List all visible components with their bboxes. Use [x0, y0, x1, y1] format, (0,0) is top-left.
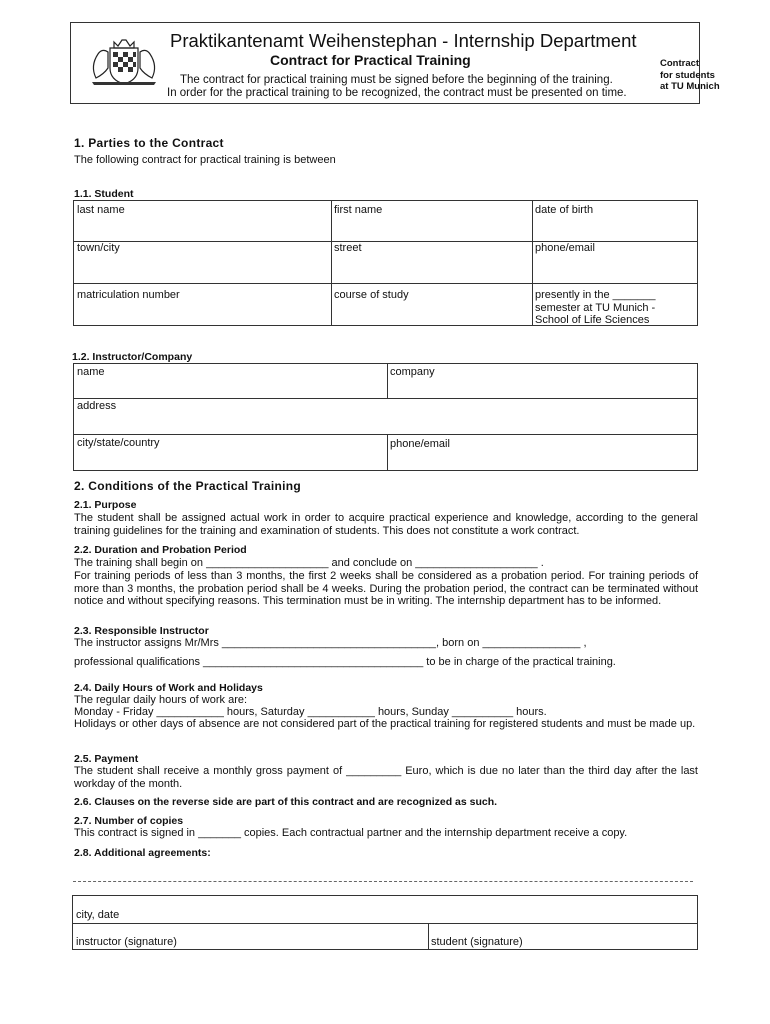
payment-heading: 2.5. Payment: [74, 753, 139, 765]
instructor-grid: [73, 363, 698, 471]
instructor-phone-field[interactable]: phone/email: [390, 438, 450, 450]
last-name-field[interactable]: last name: [77, 204, 125, 216]
street-field[interactable]: street: [334, 242, 362, 254]
instructor-name-field[interactable]: name: [77, 366, 105, 378]
company-field[interactable]: company: [390, 366, 435, 378]
hours-line[interactable]: Monday - Friday ___________ hours, Saturday ___________ hours, Sunday __________ hours.: [74, 706, 547, 718]
payment-text[interactable]: The student shall receive a monthly gross payment of _________ Euro, which is due no later than the third day after the last workday of the month.: [74, 765, 698, 790]
header-note-2: In order for the practical training to be recognized, the contract must be presented on time.: [167, 87, 627, 99]
town-city-field[interactable]: town/city: [77, 242, 120, 254]
additional-agreements-line[interactable]: [73, 881, 693, 882]
signature-grid: [72, 895, 698, 950]
section-2-heading: 2. Conditions of the Practical Training: [74, 479, 302, 493]
date-of-birth-field[interactable]: date of birth: [535, 204, 594, 216]
copies-heading: 2.7. Number of copies: [74, 815, 184, 827]
copies-text[interactable]: This contract is signed in _______ copies. Each contractual partner and the internship department receive a copy.: [74, 827, 628, 839]
header-subtitle: Contract for Practical Training: [270, 52, 471, 68]
student-signature-field[interactable]: student (signature): [431, 936, 523, 948]
header-side-note: Contract for students at TU Munich: [660, 58, 720, 92]
duration-heading: 2.2. Duration and Probation Period: [74, 544, 247, 556]
duration-dates[interactable]: The training shall begin on ____________________ and conclude on ____________________ .: [74, 557, 544, 569]
header-note-1: The contract for practical training must be signed before the beginning of the training.: [180, 74, 613, 86]
hours-heading: 2.4. Daily Hours of Work and Holidays: [74, 682, 263, 694]
student-grid: [73, 200, 698, 326]
student-phone-field[interactable]: phone/email: [535, 242, 595, 254]
matriculation-field[interactable]: matriculation number: [77, 289, 180, 301]
additional-agreements-heading: 2.8. Additional agreements:: [74, 847, 211, 859]
clauses-text: 2.6. Clauses on the reverse side are part of this contract and are recognized as such.: [74, 796, 498, 808]
coat-of-arms-icon: [86, 38, 162, 86]
city-state-country-field[interactable]: city/state/country: [77, 437, 160, 449]
instructor-signature-field[interactable]: instructor (signature): [76, 936, 177, 948]
city-date-field[interactable]: city, date: [76, 909, 120, 921]
semester-field[interactable]: presently in the _______ semester at TU Munich - School of Life Sciences: [535, 289, 656, 327]
address-field[interactable]: address: [77, 400, 117, 412]
hours-intro: The regular daily hours of work are:: [74, 694, 248, 706]
student-heading: 1.1. Student: [74, 188, 134, 200]
header-title: Praktikantenamt Weihenstephan - Internship Department: [170, 30, 637, 51]
duration-text: For training periods of less than 3 months, the first 2 weeks shall be considered as a probation period. For training periods of more than 3 months, the probation period shall be 4 weeks. During the probation period, the contract can be terminated without notice and without specifying reasons. This termination must be in writing. The internship department has to be informed.: [74, 570, 698, 608]
purpose-text: The student shall be assigned actual work in order to acquire practical experience and knowledge, according to the general training guidelines for the training and examination of students. This does not constitute a work contract.: [74, 512, 698, 537]
instructor-company-heading: 1.2. Instructor/Company: [72, 351, 193, 363]
section-1-intro: The following contract for practical training is between: [74, 154, 336, 166]
course-of-study-field[interactable]: course of study: [334, 289, 409, 301]
qualifications-line[interactable]: professional qualifications ____________________________________ to be in charge of the practical training.: [74, 656, 616, 668]
responsible-instructor-heading: 2.3. Responsible Instructor: [74, 625, 209, 637]
first-name-field[interactable]: first name: [334, 204, 383, 216]
section-1-heading: 1. Parties to the Contract: [74, 136, 224, 150]
instructor-assignment[interactable]: The instructor assigns Mr/Mrs ___________________________________, born on ________________ ,: [74, 637, 587, 649]
purpose-heading: 2.1. Purpose: [74, 499, 137, 511]
holidays-text: Holidays or other days of absence are not considered part of the practical training for registered students and must be made up.: [74, 718, 696, 730]
